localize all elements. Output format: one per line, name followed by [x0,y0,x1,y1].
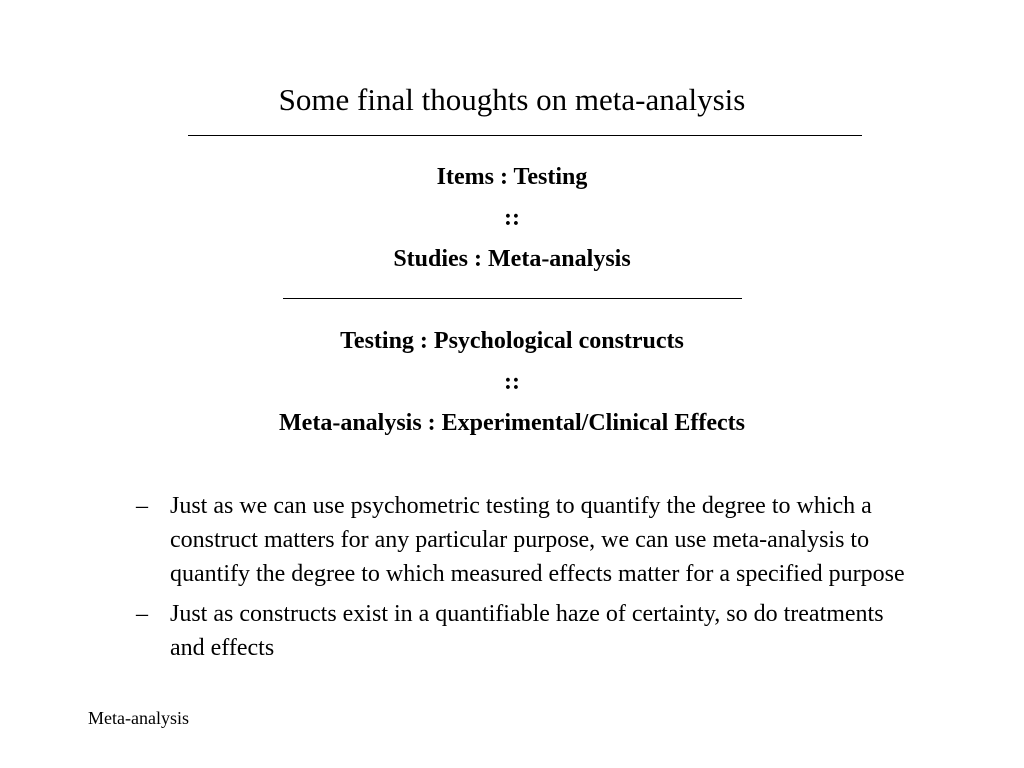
analogy-items-studies [0,157,1024,280]
slide-title: Some final thoughts on meta-analysis [278,82,746,117]
title-divider [188,135,862,136]
analogy-separator: :: [504,205,520,231]
slide-footer: Meta-analysis [88,708,189,728]
analogy-divider [283,298,742,299]
bullet-item [136,489,916,591]
bullet-marker: – [136,601,148,627]
analogy-line: Studies : Meta-analysis [393,246,631,272]
bullet-marker: – [136,493,148,519]
analogy-line: Testing : Psychological constructs [340,328,684,354]
analogy-line: Meta-analysis : Experimental/Clinical Effects [279,410,745,436]
analogy-separator: :: [504,369,520,395]
bullet-text: Just as constructs exist in a quantifiable haze of certainty, so do treatments and effects [170,601,884,661]
bullet-text: Just as we can use psychometric testing to quantify the degree to which a construct matters for any particular purpose, we can use meta-analysis to quantify the degree to which measured effects matter for a specified purpose [170,493,905,587]
bullet-item [136,597,916,665]
bullet-list [136,489,916,671]
analogy-line: Items : Testing [436,164,588,190]
analogy-testing-metaanalysis [0,321,1024,444]
